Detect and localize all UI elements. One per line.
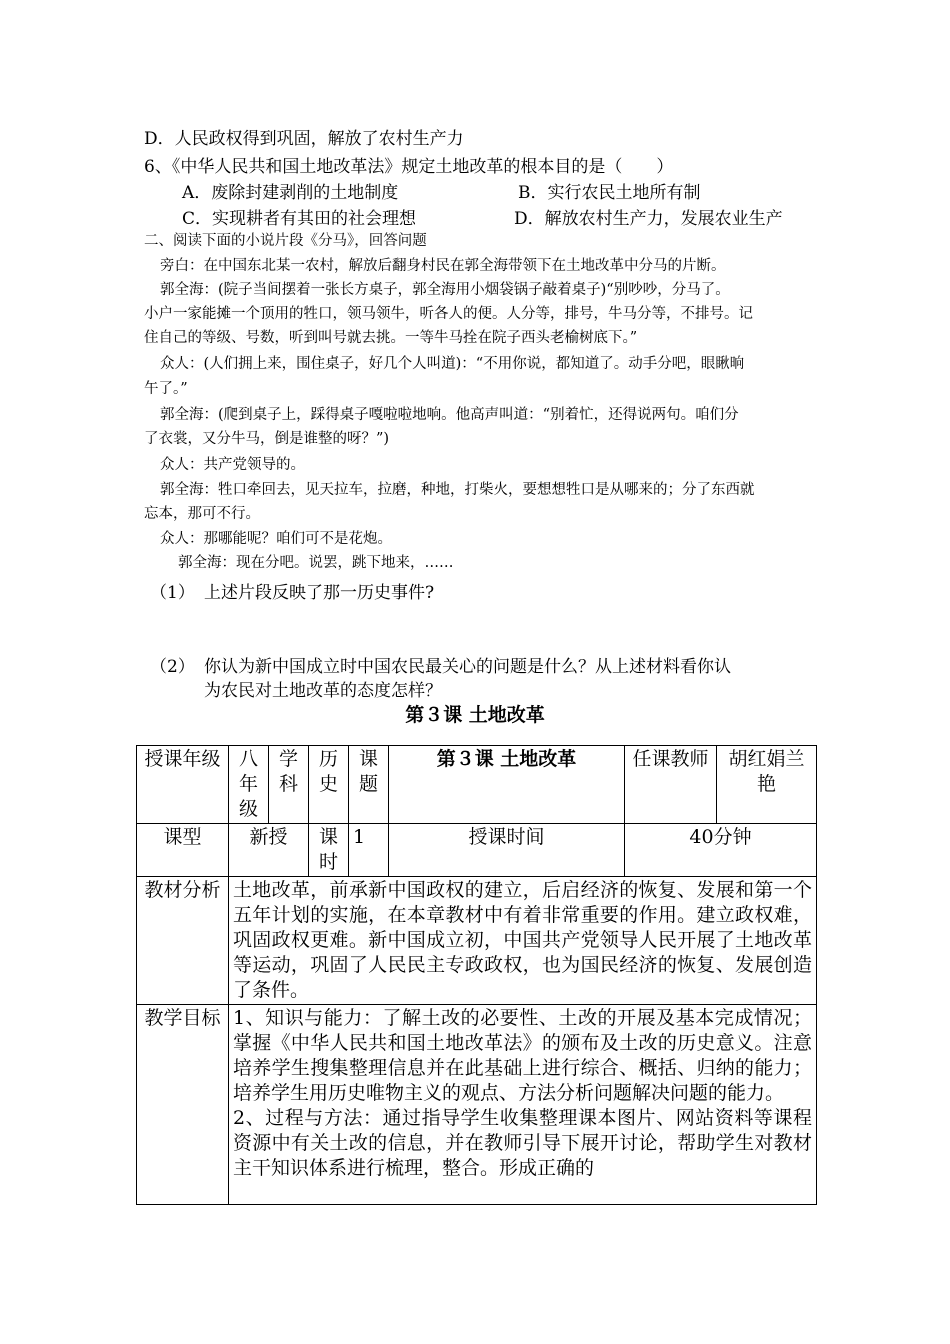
reading-line: 郭全海：现在分吧。说罢，跳下地来，…… [178, 555, 454, 571]
reading-line: 众人：共产党领导的。 [160, 457, 305, 473]
teacher-value: 胡红娟兰艳 [717, 746, 817, 824]
time-value: 40分钟 [625, 824, 817, 877]
q2-number: （2） [150, 657, 195, 677]
reading-line: 忘本，那可不行。 [144, 506, 260, 522]
reading-line: 众人：(人们拥上来，围住桌子，好几个人叫道)：“不用你说，都知道了。动手分吧，眼瞅晌 [160, 356, 745, 372]
lesson-title: 第３课 土地改革 [405, 704, 545, 726]
q6-option-d: D．解放农村生产力，发展农业生产 [514, 209, 783, 229]
topic-label: 课题 [349, 746, 389, 824]
reading-line: 住自己的等级、号数，听到叫号就去挑。一等牛马拴在院子西头老榆树底下。” [144, 330, 638, 346]
reading-line: 众人：那哪能呢？咱们可不是花炮。 [160, 531, 392, 547]
question-6: 6、《中华人民共和国土地改革法》规定土地改革的根本目的是（ ） [144, 157, 674, 177]
table-row [137, 824, 817, 877]
goals-text-2: 2、过程与方法：通过指导学生收集整理课本图片、网站资料等课程资源中有关土改的信息，并在教师引导下展开讨论，帮助学生对教材主干知识体系进行梳理，整合。形成正确的 [233, 1107, 812, 1179]
grade-label: 授课年级 [137, 746, 229, 824]
reading-line: 小户一家能摊一个顶用的牲口，领马领牛，听各人的便。人分等，排号，牛马分等，不排号。记 [144, 306, 753, 322]
lesson-plan-table [136, 745, 817, 1205]
goals-label: 教学目标 [137, 1005, 229, 1205]
option-d-prev: D．人民政权得到巩固，解放了农村生产力 [144, 129, 464, 149]
reading-line: 郭全海：牲口牵回去，见天拉车，拉磨，种地，打柴火，要想想牲口是从哪来的；分了东西就 [160, 482, 755, 498]
reading-line: 郭全海：(院子当间摆着一张长方桌子，郭全海用小烟袋锅子敲着桌子)“别吵吵，分马了。 [160, 282, 730, 298]
goals-cell [229, 1005, 817, 1205]
q2-text-line1: 你认为新中国成立时中国农民最关心的问题是什么？从上述材料看你认 [204, 657, 731, 677]
q1-text: 上述片段反映了那一历史事件? [204, 583, 435, 603]
analysis-text: 土地改革，前承新中国政权的建立，后启经济的恢复、发展和第一个五年计划的实施，在本章教材中有着非常重要的作用。建立政权难，巩固政权更难。新中国成立初，中国共产党领导人民开展了土地改革等运动，巩固了人民民主专政政权，也为国民经济的恢复、发展创造了条件。 [229, 877, 817, 1005]
reading-line: 午了。” [144, 381, 188, 397]
q6-option-a: A．废除封建剥削的土地制度 [182, 183, 399, 203]
q2-text-line2: 为农民对土地改革的态度怎样？ [204, 681, 442, 701]
reading-heading: 二、阅读下面的小说片段《分马》，回答问题 [144, 233, 427, 249]
hours-value: 1 [349, 824, 389, 877]
table-row [137, 746, 817, 824]
q1-number: （1） [150, 583, 195, 603]
subject-label: 学科 [269, 746, 309, 824]
goals-text-1: 1、知识与能力：了解土改的必要性、土改的开展及基本完成情况；掌握《中华人民共和国土地改革法》的颁布及土改的历史意义。注意培养学生搜集整理信息并在此基础上进行综合、概括、归纳的能力；培养学生用历史唯物主义的观点、方法分析问题解决问题的能力。 [233, 1007, 812, 1104]
hours-label: 课时 [309, 824, 349, 877]
reading-line: 旁白：在中国东北某一农村，解放后翻身村民在郭全海带领下在土地改革中分马的片断。 [160, 258, 726, 274]
q6-option-c: C．实现耕者有其田的社会理想 [182, 209, 417, 229]
q6-option-b: B．实行农民土地所有制 [518, 183, 701, 203]
type-label: 课型 [137, 824, 229, 877]
grade-value: 八年级 [229, 746, 269, 824]
reading-line: 了衣裳，又分牛马，倒是谁整的呀？”) [144, 431, 390, 447]
topic-value: 第３课 土地改革 [389, 746, 625, 824]
reading-line: 郭全海：(爬到桌子上，踩得桌子嘎啦啦地响。他高声叫道：“别着忙，还得说两句。咱们分 [160, 407, 739, 423]
teacher-label: 任课教师 [625, 746, 717, 824]
table-row [137, 877, 817, 1005]
analysis-label: 教材分析 [137, 877, 229, 1005]
subject-value: 历史 [309, 746, 349, 824]
table-row [137, 1005, 817, 1205]
type-value: 新授 [229, 824, 309, 877]
time-label: 授课时间 [389, 824, 625, 877]
